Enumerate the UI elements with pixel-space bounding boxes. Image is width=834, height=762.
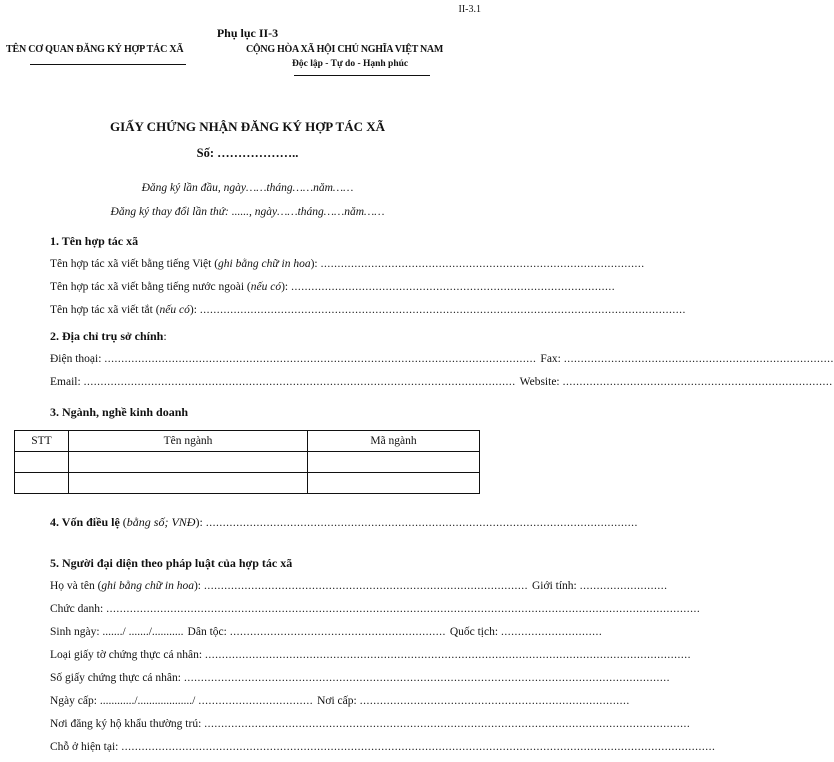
agency-underline: [30, 64, 186, 65]
col-stt: STT: [15, 431, 69, 452]
position-line: [50, 603, 701, 615]
issue-date-field[interactable]: ..................................: [198, 695, 314, 707]
vn-name-line: [50, 258, 645, 270]
id-type-label: Loại giấy tờ chứng thực cá nhân:: [50, 649, 203, 661]
residence-field[interactable]: ................................................................................................................................................: [204, 718, 691, 730]
issue-place-label: Nơi cấp:: [317, 695, 357, 707]
id-number-line: [50, 672, 670, 684]
phone-fax-line: [50, 353, 834, 365]
table-cell[interactable]: [308, 452, 480, 473]
id-number-field[interactable]: ................................................................................................................................................: [183, 672, 670, 684]
table-cell[interactable]: [15, 473, 69, 494]
table-cell[interactable]: [69, 473, 308, 494]
vn-name-label: Tên hợp tác xã viết bằng tiếng Việt (ghi bằng chữ in hoa):: [50, 258, 318, 270]
birth-line: [50, 626, 603, 638]
gender-field[interactable]: ..........................: [579, 580, 668, 592]
agency-name: TÊN CƠ QUAN ĐĂNG KÝ HỢP TÁC XÃ: [6, 44, 184, 55]
first-registration-date: Đăng ký lần đầu, ngày……tháng……năm……: [141, 182, 354, 194]
nationality-field[interactable]: ..............................: [501, 626, 603, 638]
position-label: Chức danh:: [50, 603, 104, 615]
republic-name: CỘNG HÒA XÃ HỘI CHỦ NGHĨA VIỆT NAM: [246, 44, 443, 55]
email-label: Email:: [50, 376, 81, 388]
col-sector-name: Tên ngành: [69, 431, 308, 452]
ethnicity-label: Dân tộc:: [187, 626, 227, 638]
section-3-title: 3. Ngành, nghề kinh doanh: [50, 405, 189, 419]
appendix-title: Phụ lục II-3: [216, 26, 279, 40]
id-type-field[interactable]: ................................................................................................................................................: [205, 649, 692, 661]
id-number-label: Số giấy chứng thực cá nhân:: [50, 672, 181, 684]
issue-place-field[interactable]: ................................................................................: [359, 695, 630, 707]
fullname-label: Họ và tên (ghi bằng chữ in hoa):: [50, 580, 201, 592]
foreign-name-label: Tên hợp tác xã viết bằng tiếng nước ngoài (nếu có):: [50, 281, 289, 293]
fullname-field[interactable]: ................................................................................................: [203, 580, 528, 592]
form-code: II-3.1: [458, 4, 481, 15]
table-cell[interactable]: [308, 473, 480, 494]
motto-underline: [294, 75, 430, 76]
section-5-title: 5. Người đại diện theo pháp luật của hợp tác xã: [50, 556, 293, 570]
charter-capital-line: [50, 515, 638, 530]
fax-field[interactable]: ................................................................................: [563, 353, 834, 365]
ethnicity-field[interactable]: ................................................................: [229, 626, 446, 638]
table-cell[interactable]: [15, 452, 69, 473]
phone-field[interactable]: ................................................................................................................................: [104, 353, 537, 365]
dob-label: Sinh ngày: ......./ ......./...........: [50, 626, 184, 638]
change-registration-date: Đăng ký thay đổi lần thứ: ......, ngày……tháng……năm……: [110, 206, 385, 218]
table-cell[interactable]: [69, 452, 308, 473]
fullname-line: [50, 580, 668, 592]
certificate-number: Số: ………………..: [196, 146, 299, 160]
table-header-row: [15, 431, 480, 452]
website-field[interactable]: ................................................................................: [562, 376, 833, 388]
website-label: Website:: [519, 376, 560, 388]
short-name-line: [50, 304, 686, 316]
current-address-line: [50, 741, 716, 753]
phone-label: Điện thoại:: [50, 353, 102, 365]
vn-name-field[interactable]: ................................................................................................: [320, 258, 645, 270]
certificate-title: GIẤY CHỨNG NHẬN ĐĂNG KÝ HỢP TÁC XÃ: [109, 119, 386, 134]
short-name-label: Tên hợp tác xã viết tắt (nếu có):: [50, 304, 197, 316]
business-sectors-table: [14, 430, 480, 494]
section-1-title: 1. Tên hợp tác xã: [50, 234, 139, 248]
charter-capital-field[interactable]: ................................................................................................................................: [205, 517, 638, 529]
table-row: [15, 473, 480, 494]
charter-capital-label: 4. Vốn điều lệ (bằng số; VNĐ):: [50, 515, 203, 529]
issue-date-label: Ngày cấp: ............/.................../: [50, 695, 196, 707]
position-field[interactable]: ................................................................................................................................................................................: [106, 603, 701, 615]
current-address-field[interactable]: ................................................................................................................................................................................: [121, 741, 716, 753]
current-address-label: Chỗ ở hiện tại:: [50, 741, 119, 753]
col-sector-code: Mã ngành: [308, 431, 480, 452]
gender-label: Giới tính:: [531, 580, 577, 592]
nationality-label: Quốc tịch:: [449, 626, 499, 638]
id-type-line: [50, 649, 692, 661]
email-field[interactable]: ................................................................................................................................: [83, 376, 516, 388]
national-motto: Độc lập - Tự do - Hạnh phúc: [292, 59, 409, 69]
foreign-name-line: [50, 281, 616, 293]
short-name-field[interactable]: ................................................................................................................................................: [199, 304, 686, 316]
section-2-title: 2. Địa chỉ trụ sở chính:: [50, 329, 167, 343]
residence-line: [50, 718, 691, 730]
fax-label: Fax:: [540, 353, 561, 365]
issue-line: [50, 695, 630, 707]
foreign-name-field[interactable]: ................................................................................................: [291, 281, 616, 293]
email-website-line: [50, 376, 833, 388]
table-row: [15, 452, 480, 473]
residence-label: Nơi đăng ký hộ khẩu thường trú:: [50, 718, 202, 730]
